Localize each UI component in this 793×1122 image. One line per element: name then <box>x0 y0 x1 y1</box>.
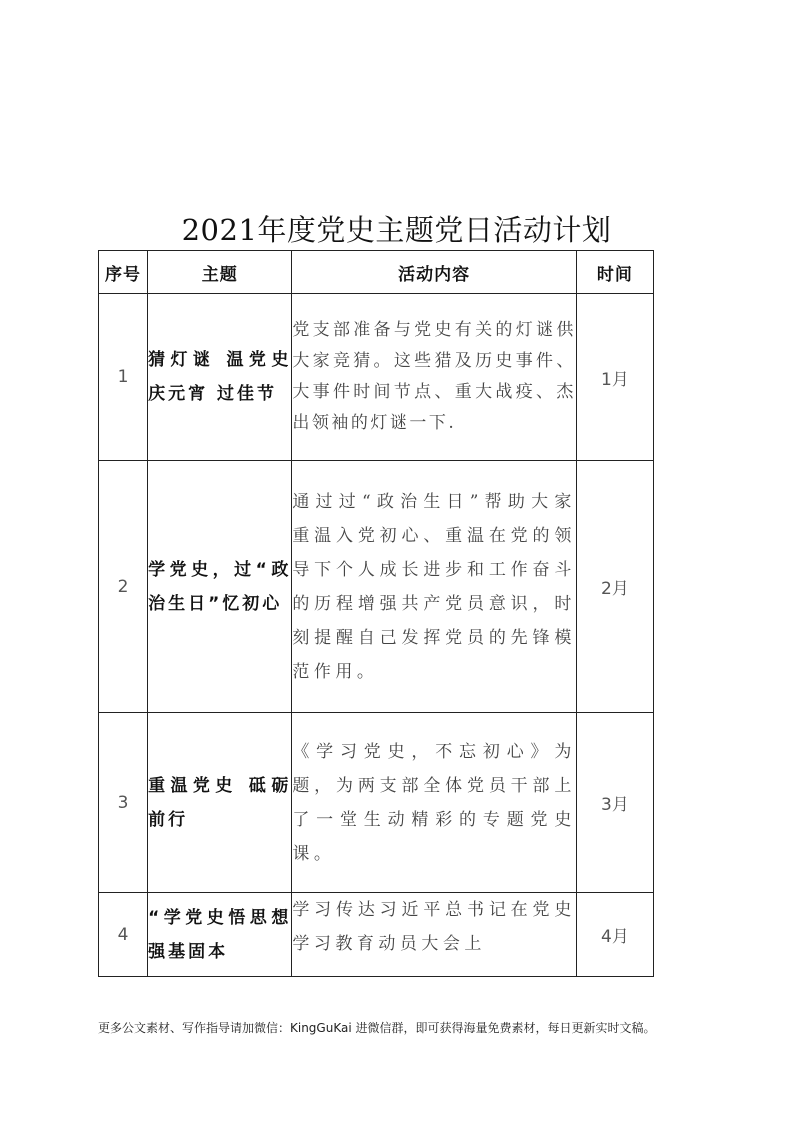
row-seq: 1 <box>99 294 148 461</box>
row-topic: 猜灯谜 温党史 庆元宵 过佳节 <box>148 294 292 461</box>
table-row <box>99 713 654 893</box>
page-title: 2021年度党史主题党日活动计划 <box>181 213 612 247</box>
table-row <box>99 461 654 713</box>
row-content: 《学习党史，不忘初心》为题，为两支部全体党员干部上了一堂生动精彩的专题党史课。 <box>292 713 577 893</box>
row-topic: 重温党史 砥砺前行 <box>148 713 292 893</box>
table-header-row <box>99 251 654 294</box>
row-time: 1月 <box>576 294 653 461</box>
header-topic: 主题 <box>148 251 292 294</box>
header-content: 活动内容 <box>292 251 577 294</box>
row-content-cell <box>292 893 577 977</box>
header-time: 时间 <box>576 251 653 294</box>
row-seq: 3 <box>99 713 148 893</box>
row-topic: 学党史，过“政治生日”忆初心 <box>148 461 292 713</box>
row-content: 学习传达习近平总书记在党史学习教育动员大会上 <box>292 900 576 954</box>
row-time: 4月 <box>576 893 653 977</box>
activity-plan-table <box>98 250 654 977</box>
row-time: 3月 <box>576 713 653 893</box>
footer-note: 更多公文素材、写作指导请加微信：KingGuKai 进微信群，即可获得海量免费素材，每日更新实时文稿。 <box>98 1021 656 1035</box>
row-content: 通过过“政治生日”帮助大家重温入党初心、重温在党的领导下个人成长进步和工作奋斗的历程增强共产党员意识，时刻提醒自己发挥党员的先锋模范作用。 <box>292 461 577 713</box>
row-content: 党支部准备与党史有关的灯谜供大家竞猜。这些猎及历史事件、大事件时间节点、重大战疫、杰出领袖的灯谜一下. <box>292 294 577 461</box>
table-row <box>99 893 654 977</box>
row-seq: 2 <box>99 461 148 713</box>
header-seq: 序号 <box>99 251 148 294</box>
row-time: 2月 <box>576 461 653 713</box>
row-seq: 4 <box>99 893 148 977</box>
table-row <box>99 294 654 461</box>
row-topic: “学党史悟思想 强基固本 <box>148 893 292 977</box>
